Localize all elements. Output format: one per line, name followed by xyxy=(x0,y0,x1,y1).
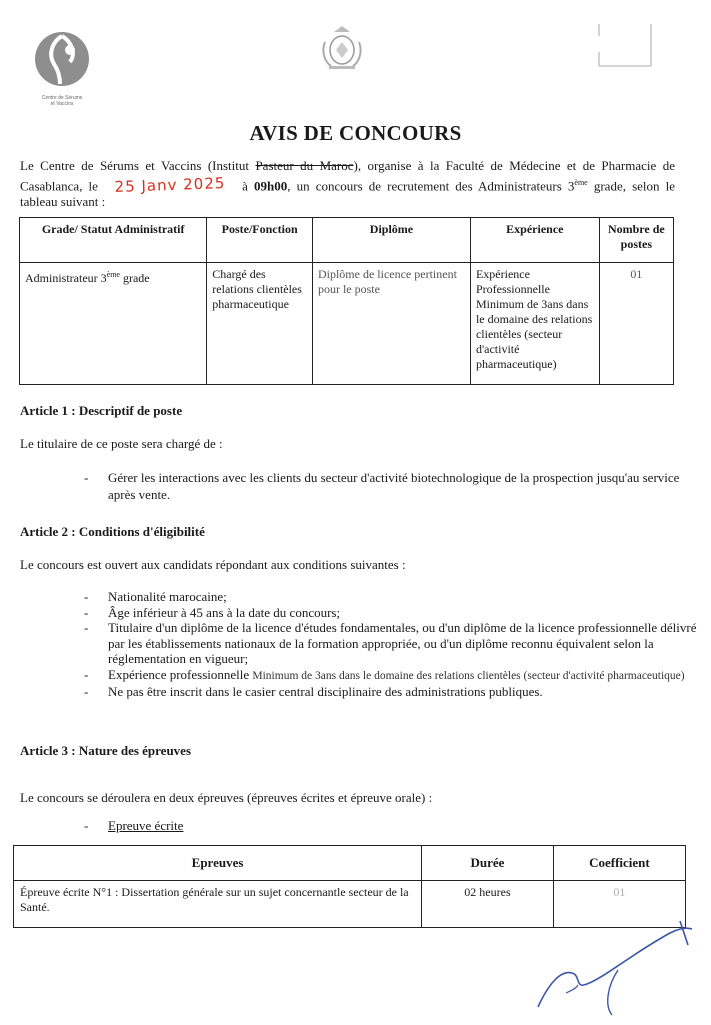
intro-part4: , un concours de recrutement des Administrateurs 3 xyxy=(287,177,575,193)
th-diplome: Diplôme xyxy=(312,218,470,263)
intro-pasteur: Pasteur du Maroc xyxy=(255,158,354,173)
th-poste: Poste/Fonction xyxy=(207,218,313,263)
table-header-row xyxy=(14,846,686,881)
article2-intro: Le concours est ouvert aux candidats répondant aux conditions suivantes : xyxy=(20,557,406,572)
coat-of-arms-emblem xyxy=(317,22,367,72)
logo-caption-2: et Vaccins xyxy=(50,101,74,107)
article2-heading: Article 2 : Conditions d'éligibilité xyxy=(20,524,205,539)
cell-experience: Expérience Professionnelle Minimum de 3ans dans le domaine des relations clientèles (secteur d'activité pharmaceutique) xyxy=(470,263,599,385)
cell-grade: Administrateur 3ème grade xyxy=(20,263,207,385)
institute-logo xyxy=(30,28,94,108)
written-exam-label: - Epreuve écrite xyxy=(84,818,184,833)
cell-epreuve: Épreuve écrite N°1 : Dissertation générale sur un sujet concernantle secteur de la Santé. xyxy=(14,881,422,928)
intro-part2: ), organise à la Faculté de Médecine et de Pharmacie de Casablanca, le xyxy=(20,158,675,193)
list-item: - Gérer les interactions avec les clients du secteur d'activité biotechnologique de la prospection jusqu'au service après vente. xyxy=(84,469,682,503)
page-title: AVIS DE CONCOURS xyxy=(249,121,462,145)
article1-heading: Article 1 : Descriptif de poste xyxy=(20,403,183,418)
table-row xyxy=(20,263,674,385)
th-experience: Expérience xyxy=(470,218,599,263)
cell-duree: 02 heures xyxy=(422,881,554,928)
corner-stamp-box xyxy=(597,22,653,68)
intro-part5: grade, selon le tableau suivant : xyxy=(20,177,675,210)
exam-time: 09h00 xyxy=(254,177,288,193)
intro-sup: ème xyxy=(574,177,588,187)
th-duree: Durée xyxy=(422,846,554,881)
th-grade: Grade/ Statut Administratif xyxy=(20,218,207,263)
article3-intro: Le concours se déroulera en deux épreuves (épreuves écrites et épreuve orale) : xyxy=(20,790,433,805)
positions-table xyxy=(19,217,674,385)
article1-intro: Le titulaire de ce poste sera chargé de : xyxy=(20,436,223,451)
handwritten-signature xyxy=(520,915,710,1020)
article3-heading: Article 3 : Nature des épreuves xyxy=(20,743,192,758)
list-item: - Titulaire d'un diplôme de la licence d'études fondamentales, ou d'un diplôme de la licence professionnelle délivré par les établissements nationaux de la formation appropriée, ou d'un diplôme reconnu équivalent selon la réglementation en vigueur; xyxy=(84,620,702,667)
list-item: - Ne pas être inscrit dans le casier central disciplinaire des administrations publiques. xyxy=(84,684,702,700)
list-item: - Âge inférieur à 45 ans à la date du concours; xyxy=(84,605,702,621)
cell-nombre: 01 xyxy=(599,263,673,385)
crown-emblem-icon xyxy=(317,22,367,72)
cell-diplome: Diplôme de licence pertinent pour le poste xyxy=(312,263,470,385)
table-header-row xyxy=(20,218,674,263)
th-epreuves: Epreuves xyxy=(14,846,422,881)
intro-paragraph xyxy=(20,158,675,211)
article1-list xyxy=(84,469,682,503)
institute-logo-icon xyxy=(30,28,94,90)
intro-part1: Le Centre de Sérums et Vaccins (Institut xyxy=(20,158,256,173)
article2-list xyxy=(84,589,702,700)
th-nombre: Nombre de postes xyxy=(599,218,673,263)
cell-poste: Chargé des relations clientèles pharmaceutique xyxy=(207,263,313,385)
cell-coef: 01 xyxy=(553,881,685,928)
list-item: - Expérience professionnelle Minimum de 3ans dans le domaine des relations clientèles (secteur d'activité pharmaceutique) xyxy=(84,667,702,685)
logo-caption-1: Centre de Sérums xyxy=(41,95,83,101)
handwritten-date: 25 Janv 2025 xyxy=(114,173,226,196)
list-item: - Nationalité marocaine; xyxy=(84,589,702,605)
signature-icon xyxy=(520,915,710,1020)
intro-part3: à xyxy=(236,177,255,193)
th-coefficient: Coefficient xyxy=(553,846,685,881)
